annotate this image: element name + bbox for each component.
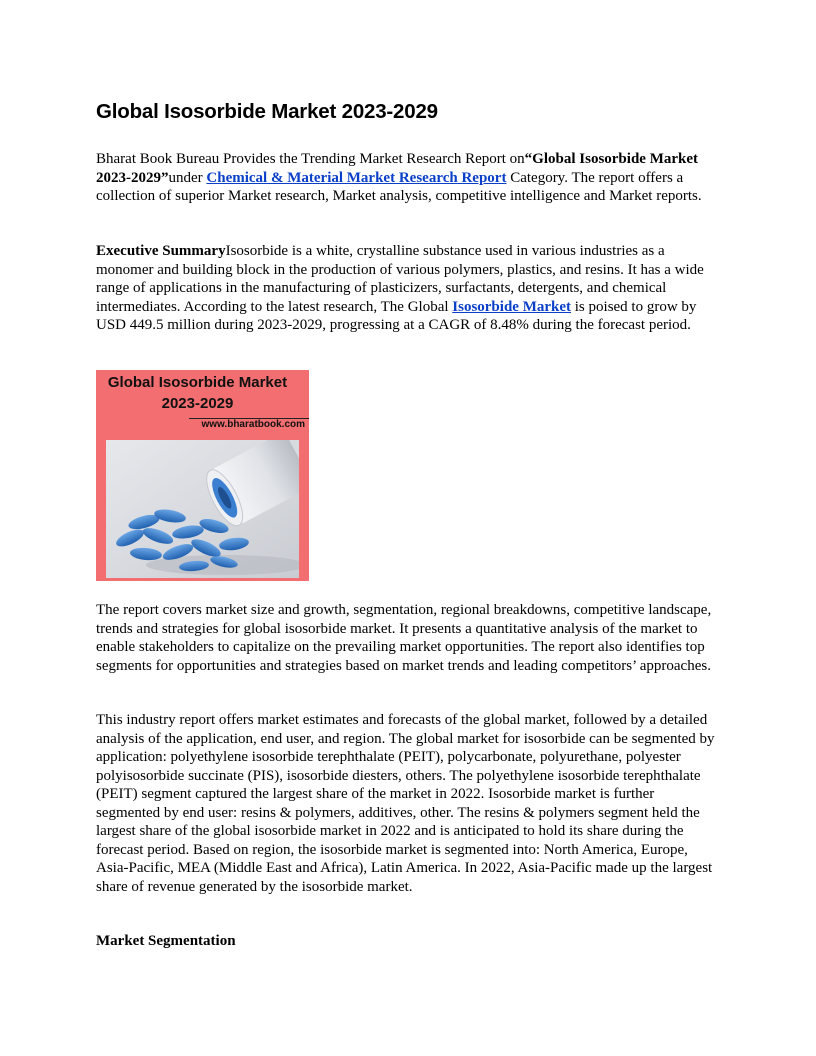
scope-paragraph: The report covers market size and growth, segmentation, regional breakdowns, competitive landscape, trends and strategies for global isosorbide market. It presents a quantitative analysis of the market to enable stakeholders to capitalize on the prevailing market opportunities. The report also identifies top segments for opportunities and strategies based on market trends and leading competitors’ approaches. (96, 602, 712, 674)
cover-title: Global Isosorbide Market 2023-2029 (107, 374, 288, 412)
executive-summary-text: Isosorbide is a white, crystalline substance used in various industries as a monomer and building block in the production of various polymers, plastics, and resins. It has a wide range of applications in the manufacturing of plasticizers, surfactants, detergents, and chemical intermediates. According to the latest research, The Global (96, 243, 704, 315)
executive-summary-text-after: is poised to grow by USD 449.5 million during 2023-2029, progressing at a CAGR of 8.48% during the forecast period. (96, 298, 697, 333)
segments-paragraph: This industry report offers market estimates and forecasts of the global market, followed by a detailed analysis of the application, end user, and region. The global market for isosorbide can be segmented by application: polyethylene isosorbide terephthalate (PEIT), polycarbonate, polyurethane, polyester polyisosorbide succinate (PIS), isosorbide diesters, others. The polyethylene isosorbide terephthalate (PEIT) segment captured the largest share of the market in 2022. Isosorbide market is further segmented by end user: resins & polymers, additives, other. The resins & polymers segment held the largest share of the global isosorbide market in 2022 and is anticipated to hold its share during the forecast period. Based on region, the isosorbide market is segmented into: North America, Europe, Asia-Pacific, MEA (Middle East and Africa), Latin America. In 2022, Asia-Pacific made up the largest share of revenue generated by the isosorbide market. (96, 712, 715, 895)
cover-website: www.bharatbook.com (201, 419, 305, 430)
category-link[interactable]: Chemical & Material Market Research Report (206, 169, 507, 186)
intro-text-after: Category. The report offers a collection of superior Market research, Market analysis, competitive intelligence and Market reports. (96, 169, 702, 204)
pills-bottle-photo (106, 440, 299, 578)
executive-summary-heading: Executive Summary (96, 243, 226, 259)
report-name: “Global Isosorbide Market 2023-2029” (96, 151, 699, 186)
page-title: Global Isosorbide Market 2023-2029 (96, 100, 438, 123)
intro-under-text: under (168, 169, 207, 186)
executive-summary-paragraph (96, 242, 722, 335)
isosorbide-market-link[interactable]: Isosorbide Market (452, 298, 572, 315)
intro-text: Bharat Book Bureau Provides the Trending Market Research Report on (96, 151, 525, 167)
market-segmentation-heading (96, 932, 722, 951)
report-cover-image (96, 370, 309, 581)
intro-paragraph (96, 150, 722, 206)
market-segmentation-heading-text: Market Segmentation (96, 933, 236, 949)
